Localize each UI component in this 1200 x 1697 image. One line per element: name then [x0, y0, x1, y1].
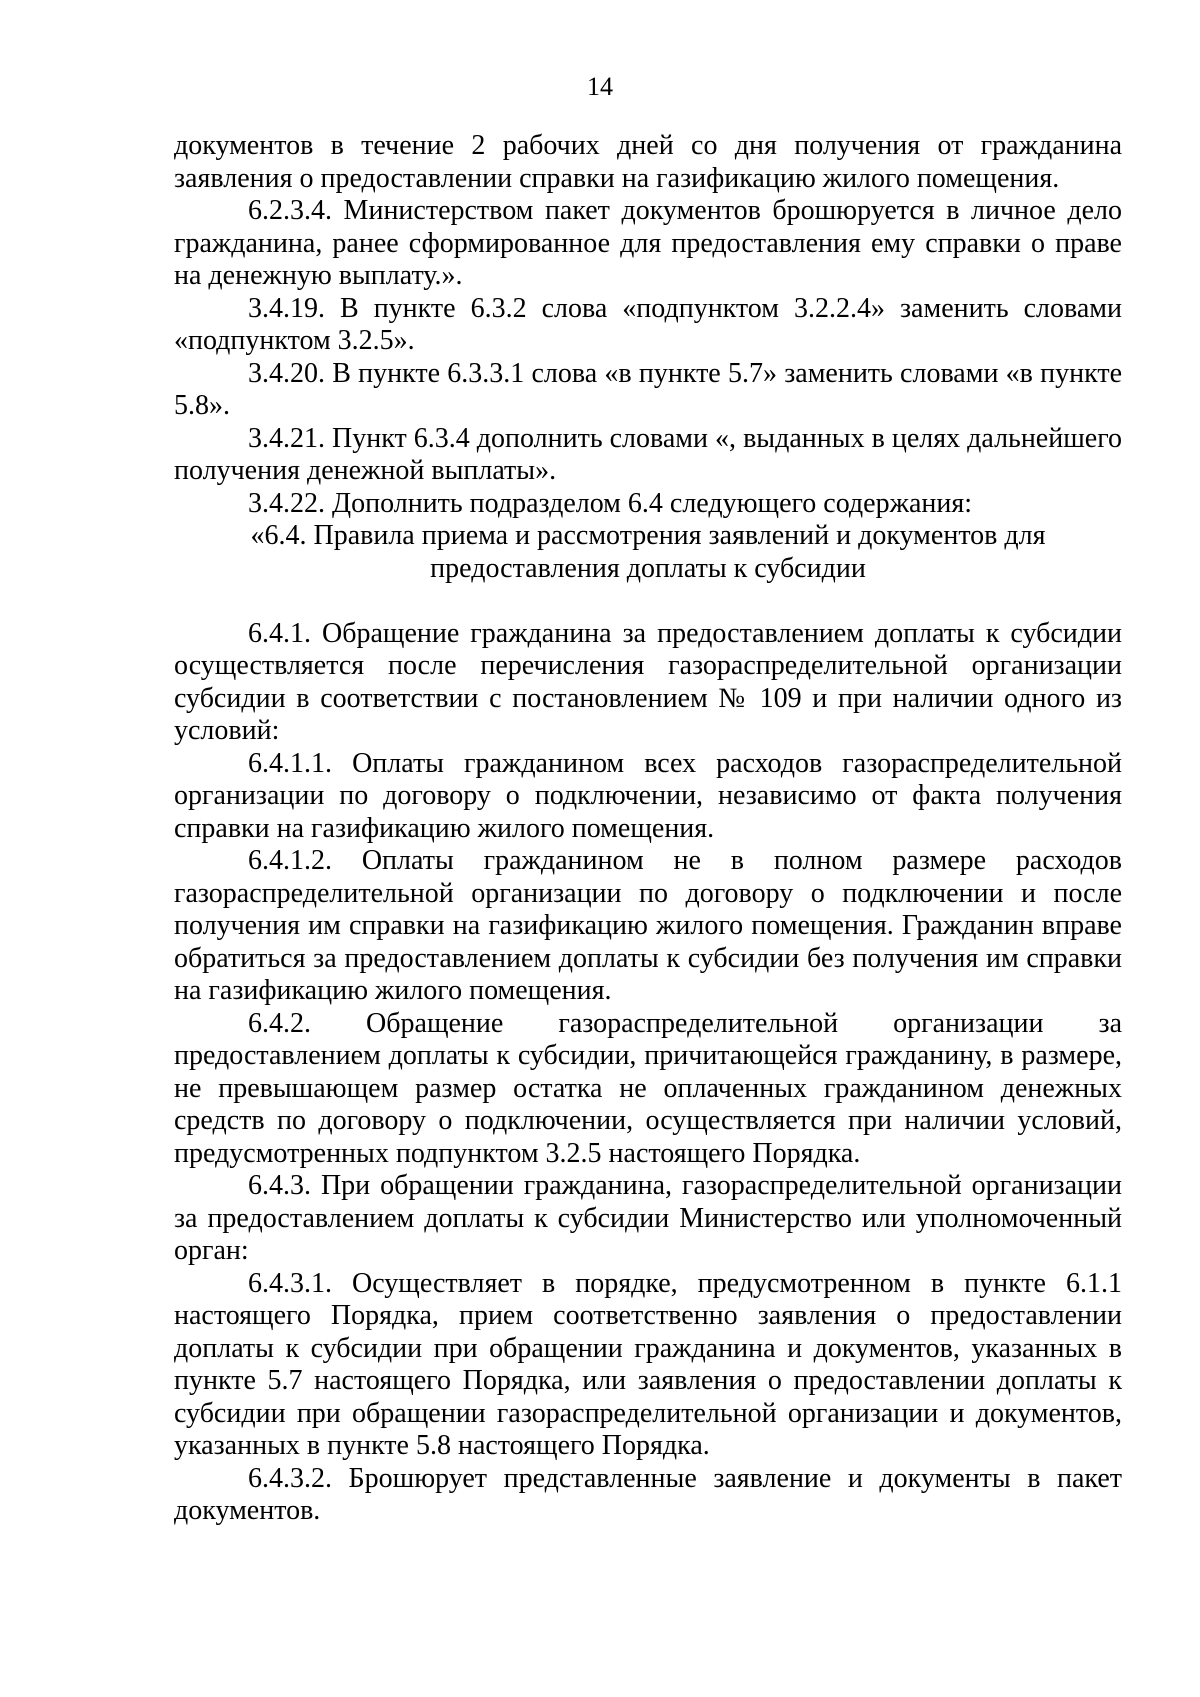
paragraph-6-4-3-2: 6.4.3.2. Брошюрует представленные заявление и документы в пакет документов. [174, 1462, 1122, 1526]
paragraph-3-4-21: 3.4.21. Пункт 6.3.4 дополнить словами «, выданных в целях дальнейшего получения денежной выплаты». [174, 422, 1122, 486]
paragraph-continuation: документов в течение 2 рабочих дней со дня получения от гражданина заявления о предоставлении справки на газификацию жилого помещения. [174, 130, 1122, 194]
section-heading-line-2: предоставления доплаты к субсидии [430, 552, 866, 584]
document-body [174, 130, 1122, 1528]
page-number: 14 [587, 72, 613, 101]
paragraph-3-4-22: 3.4.22. Дополнить подразделом 6.4 следующего содержания: [248, 487, 972, 519]
paragraph-3-4-19: 3.4.19. В пункте 6.3.2 слова «подпунктом 3.2.2.4» заменить словами «подпунктом 3.2.5». [174, 292, 1122, 356]
paragraph-6-4-1-1: 6.4.1.1. Оплаты гражданином всех расходов газораспределительной организации по договору о подключении, независимо от факта получения справки на газификацию жилого помещения. [174, 747, 1122, 844]
paragraph-6-4-3: 6.4.3. При обращении гражданина, газораспределительной организации за предоставлением доплаты к субсидии Министерство или уполномоченный орган: [174, 1170, 1122, 1266]
paragraph-3-4-20: 3.4.20. В пункте 6.3.3.1 слова «в пункте 5.7» заменить словами «в пункте 5.8». [174, 357, 1122, 421]
paragraph-6-2-3-4: 6.2.3.4. Министерством пакет документов брошюруется в личное дело гражданина, ранее сформированное для предоставления ему справки о праве на денежную выплату.». [174, 195, 1122, 291]
heading-spacer [174, 585, 1122, 618]
paragraph-6-4-1-2: 6.4.1.2. Оплаты гражданином не в полном размере расходов газораспределительной организации по договору о подключении и после получения им справки на газификацию жилого помещения. Гражданин вправе обратиться за предоставлением доплаты к субсидии без получения им справки на газификацию жилого помещения. [174, 845, 1122, 1006]
section-heading-line-1: «6.4. Правила приема и рассмотрения заявлений и документов для [250, 520, 1046, 551]
paragraph-6-4-3-1: 6.4.3.1. Осуществляет в порядке, предусмотренном в пункте 6.1.1 настоящего Порядка, прием соответственно заявления о предоставлении доплаты к субсидии при обращении гражданина и документов, указанных в пункте 5.7 настоящего Порядка, или заявления о предоставлении доплаты к субсидии при обращении газораспределительной организации и документов, указанных в пункте 5.8 настоящего Порядка. [174, 1267, 1122, 1461]
paragraph-6-4-1: 6.4.1. Обращение гражданина за предоставлением доплаты к субсидии осуществляется после перечисления газораспределительной организации субсидии в соответствии с постановлением № 109 и при наличии одного из условий: [174, 617, 1122, 746]
paragraph-6-4-2: 6.4.2. Обращение газораспределительной организации за предоставлением доплаты к субсидии, причитающейся гражданину, в размере, не превышающем размер остатка не оплаченных гражданином денежных средств по договору о подключении, осуществляется при наличии условий, предусмотренных подпунктом 3.2.5 настоящего Порядка. [174, 1007, 1122, 1169]
